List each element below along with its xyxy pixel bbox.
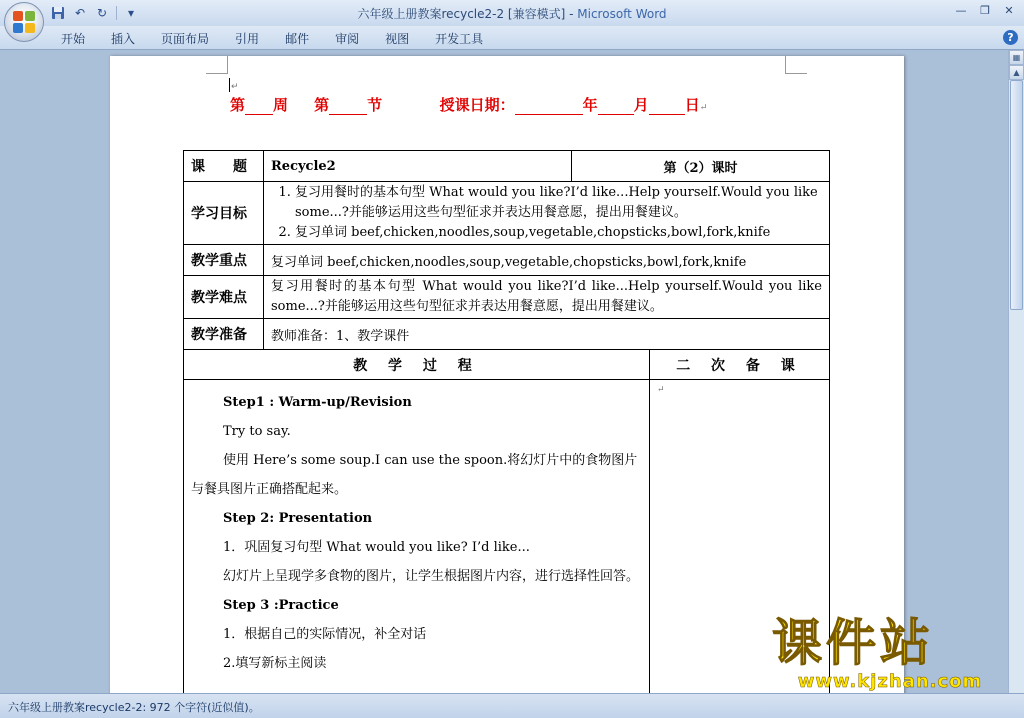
key-points-label[interactable]: 教学重点 xyxy=(184,245,264,276)
step-paragraph: Step 2: Presentation xyxy=(223,511,373,526)
difficulty-value[interactable]: 复习用餐时的基本句型 What would you like?I’d like...Help yourself.Would you like some...?并能够运用这些句型征求并表达用餐意愿，提出用餐建议。 xyxy=(264,276,830,319)
tab-page-layout[interactable]: 页面布局 xyxy=(161,32,210,46)
date-day-blank[interactable] xyxy=(649,99,685,115)
lesson-suffix: 节 xyxy=(367,96,383,114)
minimize-button[interactable]: — xyxy=(955,3,967,17)
process-header[interactable]: 教 学 过 程 xyxy=(184,350,650,380)
date-year-blank[interactable] xyxy=(515,99,583,115)
preparation-value[interactable]: 教师准备：1、教学课件 xyxy=(264,319,830,350)
table-row xyxy=(184,182,830,245)
table-row xyxy=(184,151,830,182)
step-paragraph: 幻灯片上呈现学多食物的图片，让学生根据图片内容，进行选择性回答。 xyxy=(223,569,640,584)
topic-value[interactable]: Recycle2 xyxy=(264,151,572,182)
month-label: 月 xyxy=(633,96,649,114)
title-bar xyxy=(0,0,1024,26)
year-label: 年 xyxy=(582,96,598,114)
vertical-scrollbar[interactable] xyxy=(1008,50,1024,693)
margin-corner-top-right xyxy=(785,56,807,74)
goals-cell[interactable] xyxy=(264,182,830,245)
topic-label[interactable]: 课 题 xyxy=(184,151,264,182)
step-paragraph: Step1 : Warm-up/Revision xyxy=(223,395,412,410)
ruler-toggle-icon[interactable]: ▦ xyxy=(1009,50,1024,65)
ribbon xyxy=(0,26,1024,50)
tab-references[interactable]: 引用 xyxy=(235,32,260,46)
watermark-logo xyxy=(772,615,1008,693)
scroll-up-icon[interactable]: ▲ xyxy=(1009,65,1024,80)
close-button[interactable]: ✕ xyxy=(1004,3,1014,17)
step-paragraph: 2.填写新标主阅读 xyxy=(223,656,327,671)
office-button[interactable] xyxy=(4,2,44,42)
week-prefix: 第 xyxy=(230,96,246,114)
undo-icon[interactable]: ↶ xyxy=(74,6,86,20)
table-row xyxy=(184,245,830,276)
goal-item: 2. 复习单词 beef,chicken,noodles,soup,vegetable,chopsticks,bowl,fork,knife xyxy=(295,223,822,243)
day-label: 日 xyxy=(684,96,700,114)
app-name: Microsoft Word xyxy=(577,7,667,21)
paragraph-mark: ↵ xyxy=(699,103,708,113)
tab-developer[interactable]: 开发工具 xyxy=(435,32,484,46)
date-month-blank[interactable] xyxy=(598,99,634,115)
status-text: 六年级上册教案recycle2-2: 972 个字符(近似值)。 xyxy=(8,701,260,714)
cell-mark: ↵ xyxy=(657,385,665,395)
redo-icon[interactable]: ↻ xyxy=(96,6,108,20)
document-area[interactable] xyxy=(0,50,1008,693)
table-row xyxy=(184,319,830,350)
window-title xyxy=(0,5,1024,22)
tab-review[interactable]: 审阅 xyxy=(335,32,360,46)
watermark-url: www.kjzhan.com xyxy=(797,671,983,692)
step-paragraph: 1．巩固复习句型 What would you like? I’d like... xyxy=(223,540,530,555)
paragraph-mark: ↵ xyxy=(231,82,239,92)
step-paragraph: 使用 Here’s some soup.I can use the spoon.将幻灯片中的食物图片与餐具图片正确搭配起来。 xyxy=(191,453,638,497)
tab-mailings[interactable]: 邮件 xyxy=(285,32,310,46)
period-value[interactable]: 第（2）课时 xyxy=(572,151,830,182)
lesson-blank[interactable] xyxy=(329,99,367,115)
table-row xyxy=(184,276,830,319)
document-title: 六年级上册教案recycle2-2 [兼容模式] - xyxy=(357,7,578,21)
watermark-main-text: 课件站 xyxy=(772,614,934,672)
goal-item: 1. 复习用餐时的基本句型 What would you like?I’d like...Help yourself.Would you like some...?并能够运用这些句型征求并表达用餐意愿，提出用餐建议。 xyxy=(295,183,822,223)
restore-button[interactable]: ❐ xyxy=(980,3,990,17)
week-blank[interactable] xyxy=(245,99,273,115)
table-row xyxy=(184,350,830,380)
date-label: 授课日期： xyxy=(439,96,515,114)
step-paragraph: Step 3 :Practice xyxy=(223,598,339,613)
lesson-prefix: 第 xyxy=(314,96,330,114)
step-paragraph: Try to say. xyxy=(223,424,291,439)
goals-list xyxy=(271,183,822,243)
tab-home[interactable]: 开始 xyxy=(61,32,86,46)
text-cursor xyxy=(229,78,230,92)
goals-label[interactable]: 学习目标 xyxy=(184,182,264,245)
key-points-value[interactable]: 复习单词 beef,chicken,noodles,soup,vegetable,chopsticks,bowl,fork,knife xyxy=(264,245,830,276)
second-prep-header[interactable]: 二 次 备 课 xyxy=(650,350,830,380)
document-page[interactable] xyxy=(110,56,904,693)
window-controls xyxy=(950,2,1020,18)
customize-qat-icon[interactable]: ▾ xyxy=(127,6,135,20)
process-steps-cell[interactable] xyxy=(184,380,650,694)
tab-insert[interactable]: 插入 xyxy=(111,32,136,46)
help-icon[interactable]: ? xyxy=(1003,30,1018,45)
office-logo-icon xyxy=(13,11,35,33)
preparation-label[interactable]: 教学准备 xyxy=(184,319,264,350)
table-row xyxy=(184,380,830,694)
difficulty-label[interactable]: 教学难点 xyxy=(184,276,264,319)
lesson-plan-table xyxy=(183,150,830,693)
margin-corner-top-left xyxy=(206,56,228,74)
tab-view[interactable]: 视图 xyxy=(385,32,410,46)
status-bar xyxy=(0,693,1024,718)
lesson-schedule-line xyxy=(230,94,707,115)
week-suffix: 周 xyxy=(273,96,289,114)
ribbon-tabs xyxy=(48,30,496,48)
scroll-thumb[interactable] xyxy=(1010,80,1023,310)
step-paragraph: 1．根据自己的实际情况，补全对话 xyxy=(223,627,427,642)
